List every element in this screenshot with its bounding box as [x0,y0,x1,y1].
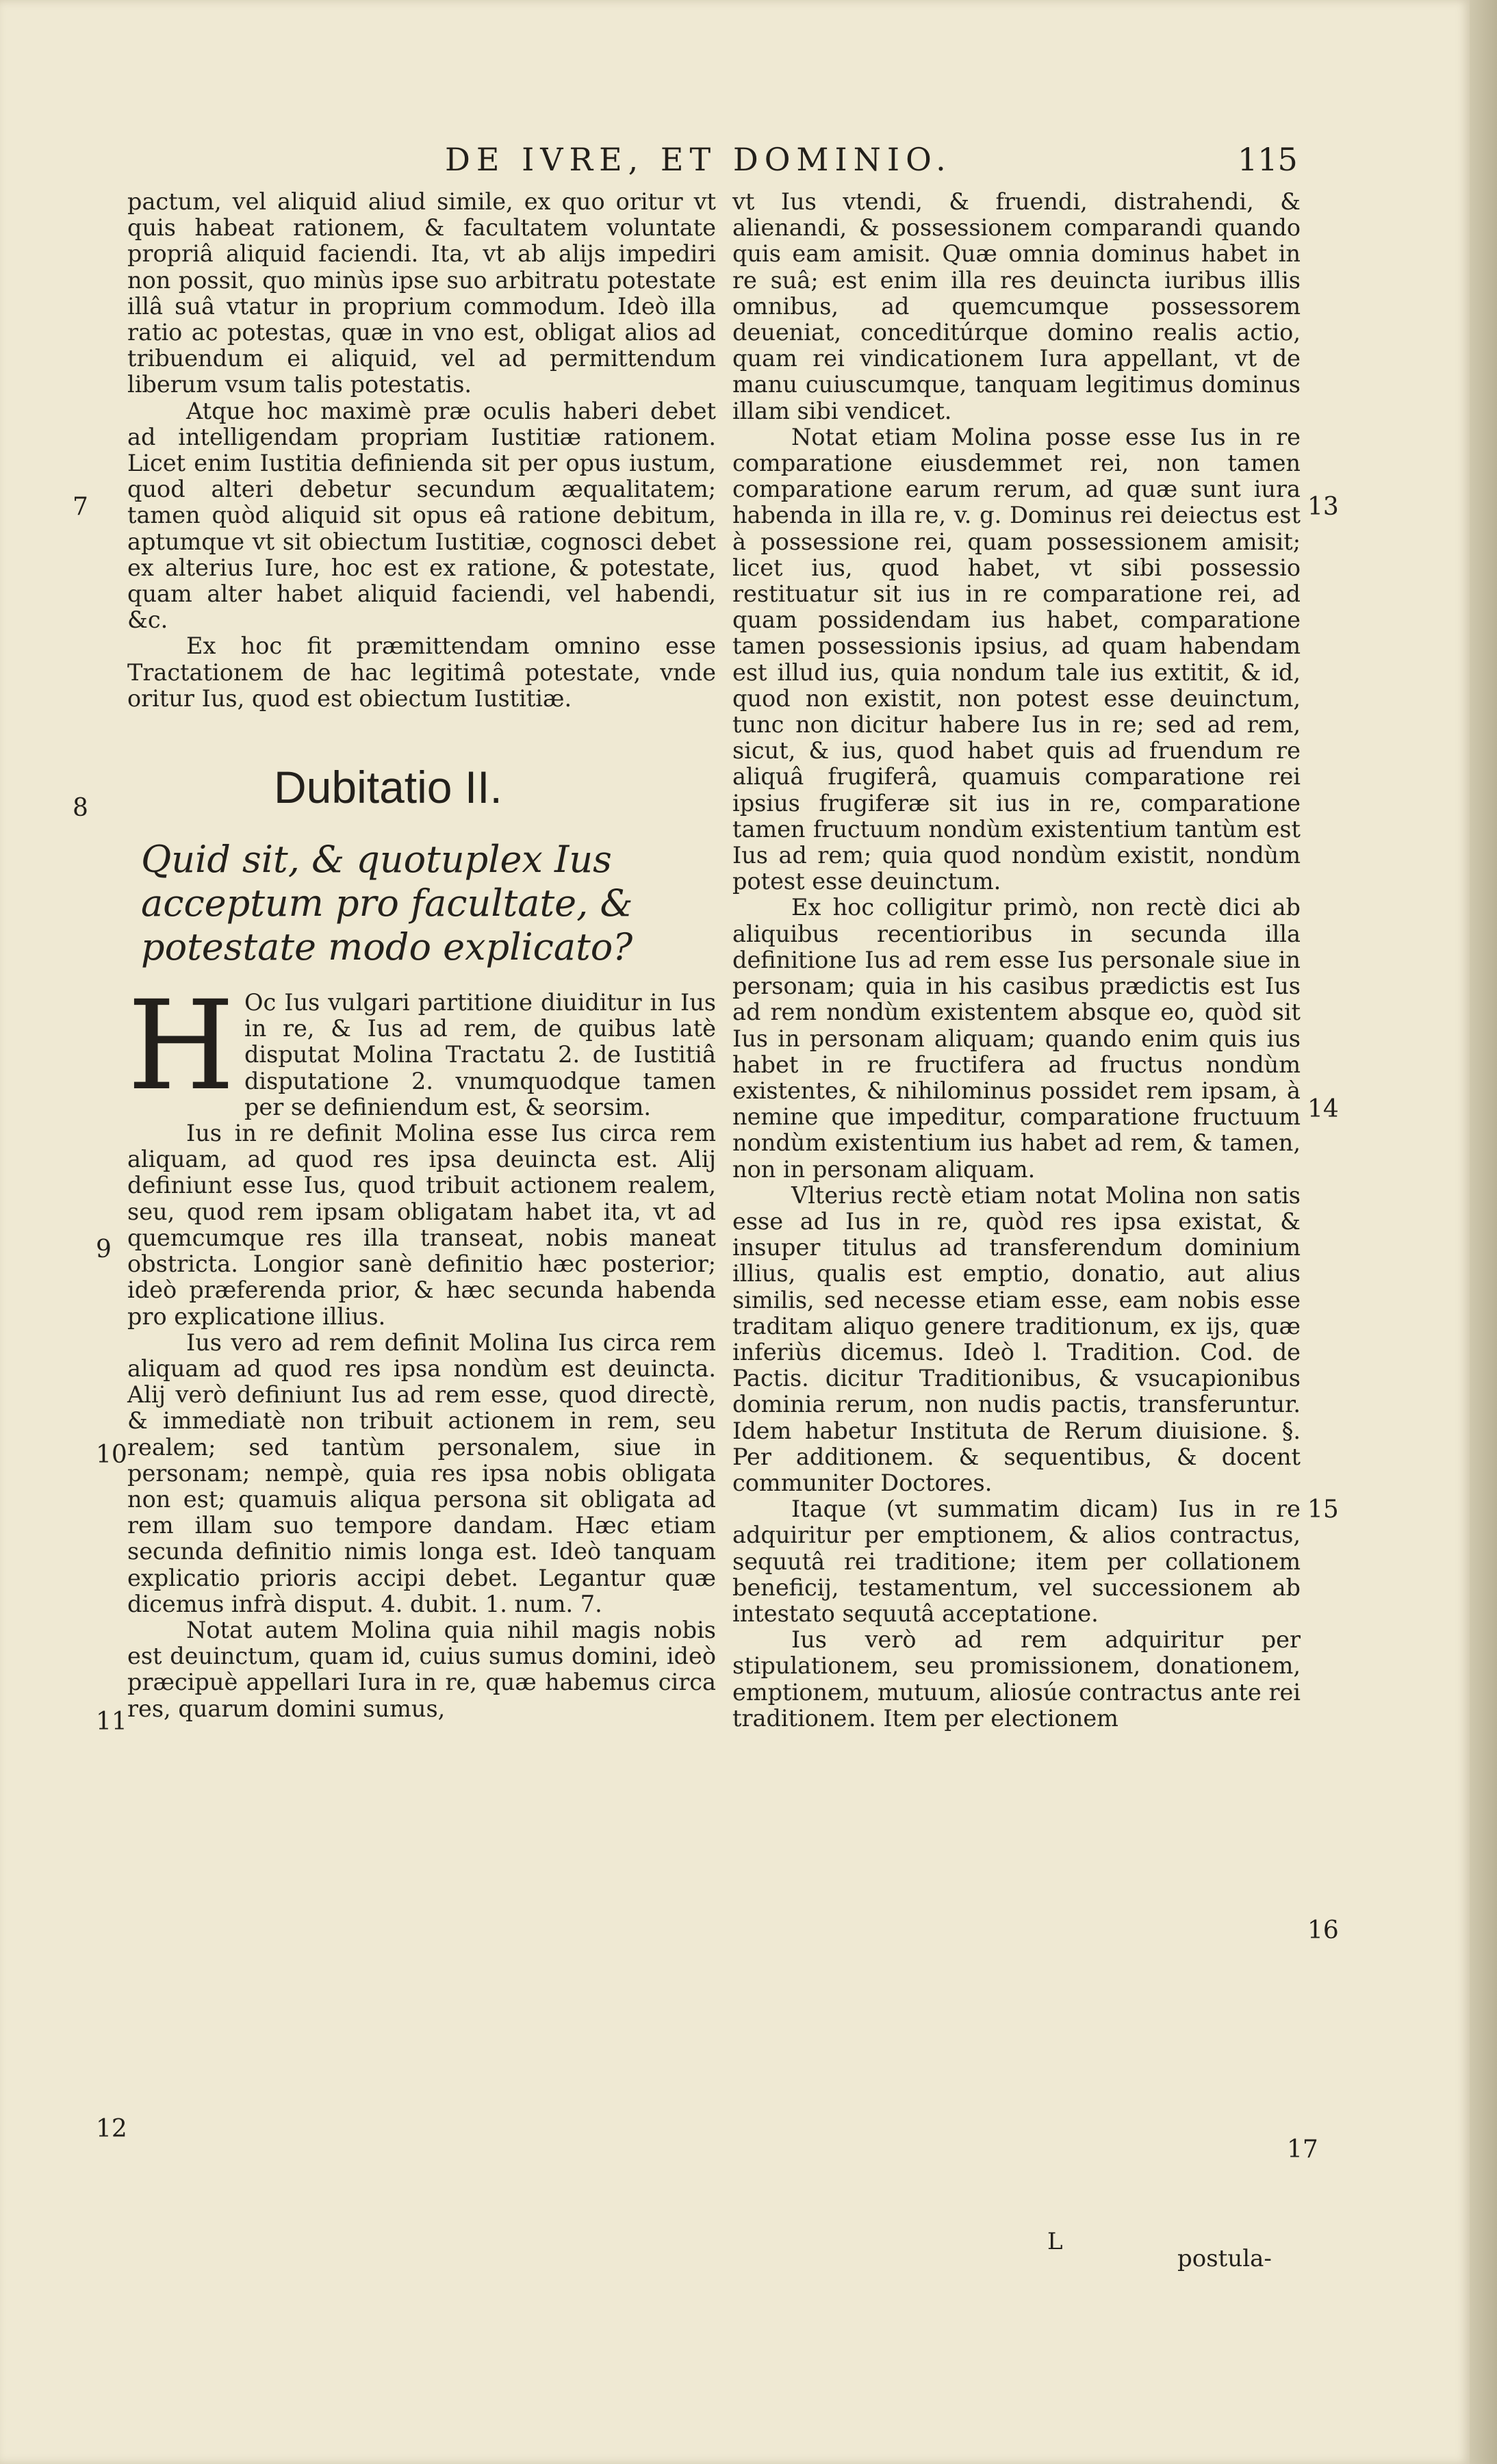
margin-number: 15 [1307,1496,1339,1524]
left-paragraph-7: Notat autem Molina quia nihil magis nobis est deuinctum, quam id, cuius sumus domini, ideò præcipuè appellari Iura in re, quæ habemus circa res, quarum domini sumus, [127,1616,716,1722]
running-header [0,137,1470,185]
left-paragraph-4-text: Oc Ius vulgari partitione diuiditur in Ius in re, & Ius ad rem, de quibus latè disputat Molina Tractatu 2. de Iustitiâ disputatione 2. vnumquodque tamen per se definiendum est, & seorsim. [244,989,716,1120]
margin-number: 13 [1307,493,1339,521]
margin-number: 7 [73,493,88,521]
right-paragraph-2: Notat etiam Molina posse esse Ius in re comparatione eiusdemmet rei, non tamen comparatione earum rerum, ad quæ sunt iura habenda in illa re, v. g. Dominus rei deiectus est à possessione rei, quam possessionem amisit; licet ius, quod habet, vt sibi possessio restituatur sit ius in re comparatione rei, ad quam possidendam ius habet, comparatione tamen possessionis ipsius, ad quam habendam est illud ius, quia nondum tale ius extitit, & id, quod non existit, non potest esse deuinctum, tunc non dicitur habere Ius in re; sed ad rem, sicut, & ius, quod habet quis ad fruendum re aliquâ frugiferâ, quamuis comparatione rei ipsius frugiferæ sit ius in re, comparatione tamen fructuum nondùm existentium tantùm est Ius ad rem; quia quod nondùm existit, nondùm potest esse deuinctum. [732,423,1301,895]
margin-number: 10 [96,1441,127,1469]
margin-number: 16 [1307,1916,1339,1945]
book-gutter [1470,0,1497,2464]
left-paragraph-4 [127,975,716,1120]
margin-number: 8 [73,794,88,822]
right-paragraph-1: vt Ius vtendi, & fruendi, distrahendi, & alienandi, & possessionem comparandi quando quis eam amisit. Quæ omnia dominus habet in re suâ; est enim illa res deuincta iuribus illis omnibus, ad quemcumque possessorem deueniat, conceditúrque domino realis actio, quam rei vindicationem Iura appellant, vt de manu cuiuscumque, tanquam legitimus dominus illam sibi vendicet. [732,188,1301,424]
left-column [127,189,716,1722]
left-paragraph-6: Ius vero ad rem definit Molina Ius circa rem aliquam ad quod res ipsa nondùm est deuincta. Alij verò definiunt Ius ad rem esse, quod directè, & immediatè non tribuit actionem in rem, seu realem; sed tantùm personalem, siue in personam; nempè, quia res ipsa nobis obligata non est; quamuis aliqua persona sit obligata ad rem illam suo tempore dandam. Hæc etiam secunda definitio nimis longa est. Ideò tanquam explicatio prioris accipi debet. Legantur quæ dicemus infrà disput. 4. dubit. 1. num. 7. [127,1329,716,1617]
catchword: postula- [1177,2245,1272,2272]
margin-number: 17 [1287,2135,1318,2164]
page-number: 115 [1238,141,1298,178]
left-paragraph-2: Atque hoc maximè præ oculis haberi debet ad intelligendam propriam Iustitiæ rationem. Licet enim Iustitia definienda sit per opus iustum, quod alteri debetur secundum æqualitatem; tamen quòd aliquid sit opus eâ ratione debitum, aptumque vt sit obiectum Iustitiæ, cognosci debet ex alterius Iure, hoc est ex ratione, & potestate, quam alter habet aliquid faciendi, vel habendi, &c. [127,397,716,634]
running-title: DE IVRE, ET DOMINIO. [445,141,952,178]
left-paragraph-5: Ius in re definit Molina esse Ius circa rem aliquam, ad quod res ipsa deuincta est. Alij definiunt esse Ius, quod tribuit actionem realem, seu, quod rem ipsam obligatam habet ita, vt ad quemcumque res illa transeat, nobis maneat obstricta. Longior sanè definitio hæc posterior; ideò præferenda prior, & hæc secunda habenda pro explicatione illius. [127,1120,716,1330]
section-subheading: Quid sit, & quotuplex Ius acceptum pro facultate, & potestate modo explicato? [141,838,633,969]
drop-cap-initial: H [127,975,235,1118]
right-paragraph-3: Ex hoc colligitur primò, non rectè dici ab aliquibus recentioribus in secunda illa definitione Ius ad rem esse Ius personale siue in personam; quia in his casibus prædictis est Ius ad rem nondùm existentem absque eo, quòd sit Ius in personam aliquam; quando enim quis ius habet in re fructifera ad fructus nondùm existentes, & nihilominus possidet rem ipsam, à nemine que impeditur, comparatione fructuum nondùm existentium ius habet ad rem, & tamen, non in personam aliquam. [732,894,1301,1183]
margin-number: 9 [96,1235,112,1263]
right-paragraph-4: Vlterius rectè etiam notat Molina non satis esse ad Ius in re, quòd res ipsa existat, & insuper titulus ad transferendum dominium illius, qualis est emptio, donatio, aut alius similis, sed necesse etiam esse, eam nobis esse traditam aliquo genere traditionum, ex ijs, quæ inferiùs dicemus. Ideò l. Tradition. Cod. de Pactis. dicitur Traditionibus, & vsucapionibus dominia rerum, non nudis pactis, transferuntur. Idem habetur Instituta de Rerum diuisione. §. Per additionem. & sequentibus, & docent communiter Doctores. [732,1181,1301,1496]
margin-number: 12 [96,2115,127,2143]
signature-mark: L [1047,2228,1063,2255]
right-column [732,189,1301,1732]
right-paragraph-6: Ius verò ad rem adquiritur per stipulationem, seu promissionem, donationem, emptionem, mutuum, aliosúe contractus ante rei traditionem. Item per electionem [732,1626,1301,1732]
left-paragraph-1: pactum, vel aliquid aliud simile, ex quo oritur vt quis habeat rationem, & facultatem voluntate propriâ aliquid faciendi. Ita, vt ab alijs impediri non possit, quo minùs ipse suo arbitratu potestate illâ suâ vtatur in proprium commodum. Ideò illa ratio ac potestas, quæ in vno est, obligat alios ad tribuendum ei aliquid, vel ad permittendum liberum vsum talis potestatis. [127,188,716,398]
left-paragraph-3: Ex hoc fit præmittendam omnino esse Tractationem de hac legitimâ potestate, vnde oritur Ius, quod est obiectum Iustitiæ. [127,632,716,712]
section-heading: Dubitatio II. [274,762,502,813]
margin-number: 14 [1307,1095,1339,1123]
margin-number: 11 [96,1708,127,1736]
right-paragraph-5: Itaque (vt summatim dicam) Ius in re adquiritur per emptionem, & alios contractus, sequutâ rei traditione; item per collationem beneficij, testamentum, vel successionem ab intestato sequutâ acceptatione. [732,1496,1301,1627]
